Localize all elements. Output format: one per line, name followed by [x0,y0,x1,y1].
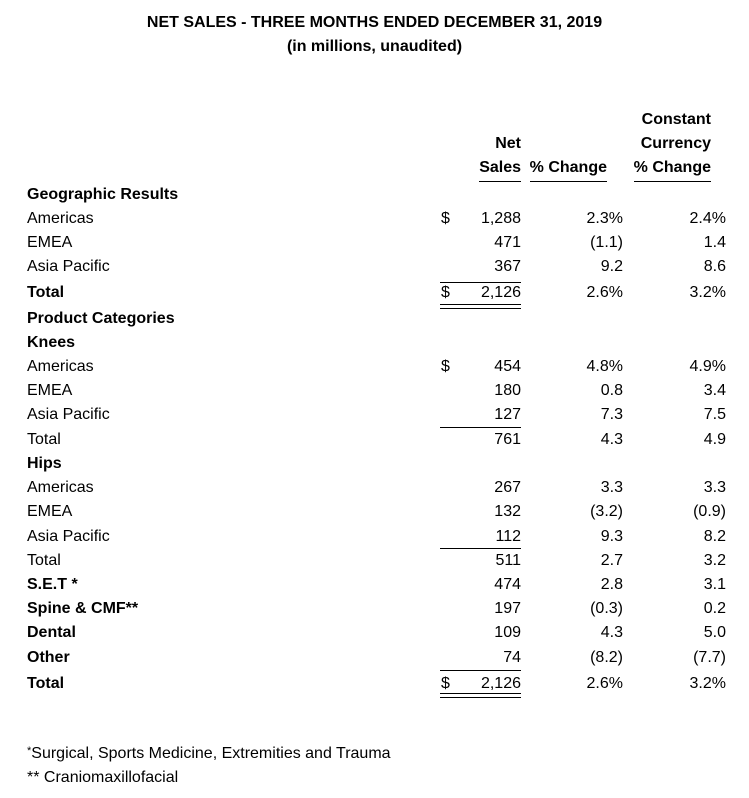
footnote-set-mark: * [27,745,32,757]
constant-currency-value: 3.1 [703,576,726,593]
net-sales-value: 761 [494,431,521,448]
row-label: EMEA [27,382,73,399]
table-row [0,379,749,403]
net-sales-value: 112 [495,528,521,545]
constant-currency-value: 2.4% [689,210,726,227]
constant-currency-value: 8.2 [703,528,726,545]
table-row [0,597,749,621]
currency-symbol: $ [441,358,450,375]
row-label: Asia Pacific [27,258,110,275]
footnote-cmf-mark: ** [27,769,40,786]
net-sales-value: 2,126 [480,675,521,692]
pct-change-value: 2.7 [600,552,623,569]
pct-change-value: 2.8 [600,576,623,593]
report-title: NET SALES - THREE MONTHS ENDED DECEMBER 31, 2019 [146,14,603,31]
pct-change-value: 4.8% [586,358,623,375]
pct-change-value: 9.3 [600,528,623,545]
double-underline [440,304,521,309]
row-label: Americas [27,479,94,496]
header-net-sales-line2: Sales [479,156,521,182]
net-sales-value: 1,288 [480,210,521,227]
header-constant-currency [616,108,711,182]
total-rule [440,670,521,671]
table-row [0,307,749,331]
table-row [0,621,749,645]
table-row [0,281,749,305]
table-row [0,355,749,379]
currency-symbol: $ [441,210,450,227]
row-label: Total [27,675,65,692]
header-cc-line3: % Change [634,156,711,182]
constant-currency-value: 3.4 [703,382,726,399]
row-label: Asia Pacific [27,528,110,545]
row-label: Asia Pacific [27,406,110,423]
constant-currency-value: 3.2% [689,284,726,301]
constant-currency-value: (7.7) [693,649,726,666]
pct-change-value: 9.2 [600,258,623,275]
footnote-set [27,745,391,763]
constant-currency-value: 1.4 [703,234,726,251]
footnote-set-text: Surgical, Sports Medicine, Extremities and Trauma [31,745,391,762]
net-sales-value: 2,126 [480,284,521,301]
net-sales-value: 74 [503,649,521,666]
table-row [0,476,749,500]
table-row [0,255,749,279]
pct-change-value: 7.3 [600,406,623,423]
subtotal-rule [440,427,521,428]
header-cc-line2: Currency [640,135,711,152]
double-underline [440,693,521,698]
net-sales-value: 267 [494,479,521,496]
header-pct-change-label: % Change [530,156,607,182]
table-row [0,452,749,476]
table-row [0,403,749,427]
net-sales-value: 454 [494,358,521,375]
currency-symbol: $ [441,675,450,692]
constant-currency-value: 5.0 [703,624,726,641]
constant-currency-value: 8.6 [703,258,726,275]
row-label: EMEA [27,234,73,251]
row-label: Total [27,552,61,569]
pct-change-value: (3.2) [590,503,623,520]
pct-change-value: 0.8 [600,382,623,399]
pct-change-value: 2.3% [586,210,623,227]
net-sales-value: 132 [494,503,521,520]
table-row [0,549,749,573]
constant-currency-value: 3.2 [703,552,726,569]
row-label: Americas [27,358,94,375]
table-row [0,207,749,231]
row-label: EMEA [27,503,73,520]
table-row [0,525,749,549]
header-cc-line1: Constant [641,111,711,128]
pct-change-value: 2.6% [586,284,623,301]
row-label: Product Categories [27,310,175,327]
footnote-cmf-text: Craniomaxillofacial [43,769,179,786]
header-net-sales-line1: Net [495,135,521,152]
pct-change-value: (0.3) [590,600,623,617]
table-row [0,573,749,597]
constant-currency-value: 3.3 [703,479,726,496]
constant-currency-value: 4.9 [703,431,726,448]
table-row [0,500,749,524]
table-row [0,646,749,670]
row-label: Total [27,431,61,448]
pct-change-value: (8.2) [590,649,623,666]
row-label: Americas [27,210,94,227]
row-label: S.E.T * [27,576,78,593]
table-row [0,428,749,452]
currency-symbol: $ [441,284,450,301]
row-label: Hips [27,455,62,472]
footnote-cmf [27,769,178,787]
constant-currency-value: (0.9) [693,503,726,520]
pct-change-value: 4.3 [600,431,623,448]
constant-currency-value: 0.2 [703,600,726,617]
constant-currency-value: 3.2% [689,675,726,692]
constant-currency-value: 4.9% [689,358,726,375]
row-label: Knees [27,334,76,351]
subtotal-rule [440,548,521,549]
net-sales-value: 109 [494,624,521,641]
table-row [0,672,749,696]
row-label: Spine & CMF** [27,600,139,617]
net-sales-value: 367 [494,258,521,275]
net-sales-value: 471 [494,234,521,251]
pct-change-value: 2.6% [586,675,623,692]
table-row [0,331,749,355]
net-sales-value: 511 [495,552,521,569]
row-label: Other [27,649,70,666]
constant-currency-value: 7.5 [703,406,726,423]
table-row [0,231,749,255]
net-sales-value: 474 [494,576,521,593]
net-sales-value: 180 [494,382,521,399]
header-pct-change [518,156,607,182]
row-label: Dental [27,624,76,641]
pct-change-value: 3.3 [600,479,623,496]
table-row [0,183,749,207]
net-sales-value: 127 [494,406,521,423]
header-net-sales [440,132,521,182]
total-rule [440,282,521,283]
report-subtitle: (in millions, unaudited) [286,38,463,55]
pct-change-value: 4.3 [600,624,623,641]
net-sales-value: 197 [494,600,521,617]
pct-change-value: (1.1) [590,234,623,251]
row-label: Geographic Results [27,186,179,203]
row-label: Total [27,284,65,301]
